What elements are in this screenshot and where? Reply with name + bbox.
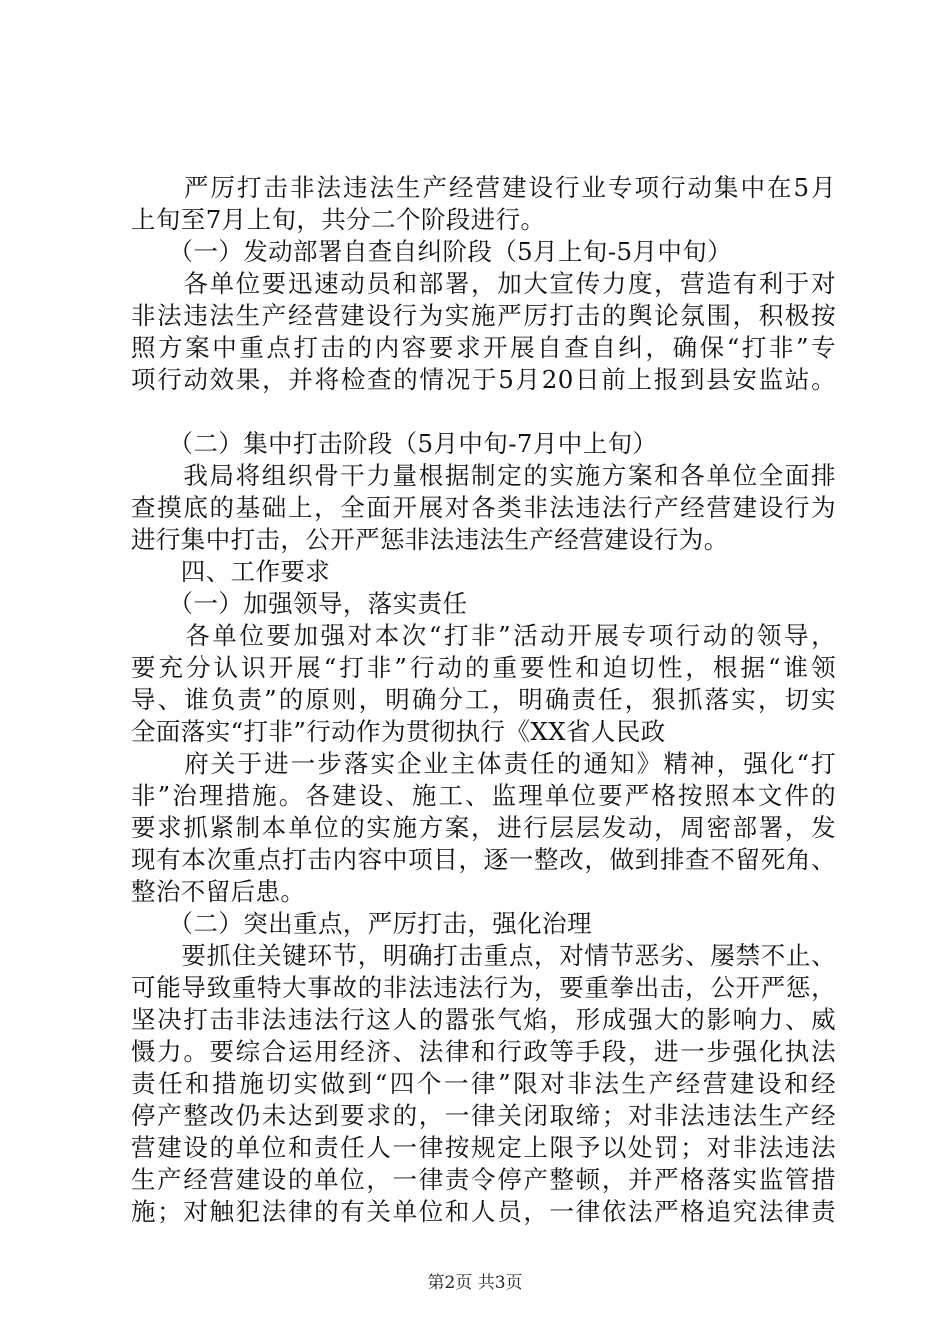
text-line: 查摸底的基础上，全面开展对各类非法违法行产经营建设行为	[131, 493, 836, 522]
text-line: 上旬至7月上旬，共分二个阶段进行。	[131, 205, 546, 234]
text-line: 项行动效果，并将检查的情况于5月20日前上报到县安监站。	[131, 365, 836, 394]
text-line: 各单位要加强对本次“打非”活动开展专项行动的领导，	[131, 621, 836, 650]
text-line: 非”治理措施。各建设、施工、监理单位要严格按照本文件的	[131, 781, 836, 810]
text-line: 要抓住关键环节，明确打击重点，对情节恶劣、屡禁不止、	[131, 941, 836, 970]
text-line: 非法违法生产经营建设行为实施严厉打击的舆论氛围，积极按	[131, 301, 836, 330]
text-line: 坚决打击非法违法行这人的嚣张气焰，形成强大的影响力、威	[131, 1005, 836, 1034]
text-line: 生产经营建设的单位，一律责令停产整顿，并严格落实监管措	[131, 1165, 836, 1194]
text-line: 要求抓紧制本单位的实施方案，进行层层发动，周密部署，发	[131, 813, 836, 842]
text-line: 各单位要迅速动员和部署，加大宣传力度，营造有利于对	[131, 269, 836, 298]
section-heading: （一）加强领导，落实责任	[131, 589, 468, 618]
text-line: 严厉打击非法违法生产经营建设行业专项行动集中在5月	[131, 173, 836, 202]
text-line: 可能导致重特大事故的非法违法行为，要重拳出击，公开严惩，	[131, 973, 836, 1002]
text-line: 导、谁负责”的原则，明确分工，明确责任，狠抓落实，切实	[131, 685, 836, 714]
section-heading: 四、工作要求	[131, 557, 331, 586]
text-line: 照方案中重点打击的内容要求开展自查自纠，确保“打非”专	[131, 333, 836, 362]
text-line: 全面落实“打非”行动作为贯彻执行《XX省人民政	[131, 717, 666, 746]
text-line: 整治不留后患。	[131, 877, 306, 906]
section-heading: （二）突出重点，严厉打击，强化治理	[131, 909, 592, 938]
text-line: 要充分认识开展“打非”行动的重要性和迫切性，根据“谁领	[131, 653, 836, 682]
text-line: 营建设的单位和责任人一律按规定上限予以处罚；对非法违法	[131, 1133, 836, 1162]
text-line: 停产整改仍未达到要求的，一律关闭取缔；对非法违法生产经	[131, 1101, 836, 1130]
section-heading: （一）发动部署自查自纠阶段（5月上旬-5月中旬）	[131, 237, 733, 266]
section-heading: （二）集中打击阶段（5月中旬-7月中上旬）	[131, 429, 658, 458]
text-line: 施；对触犯法律的有关单位和人员，一律依法严格追究法律责	[131, 1197, 836, 1226]
page-number-footer: 第2页 共3页	[427, 1273, 523, 1293]
text-line: 现有本次重点打击内容中项目，逐一整改，做到排查不留死角、	[131, 845, 836, 874]
text-line: 慑力。要综合运用经济、法律和行政等手段，进一步强化执法	[131, 1037, 836, 1066]
text-line: 责任和措施切实做到“四个一律”限对非法生产经营建设和经	[131, 1069, 836, 1098]
text-line: 进行集中打击，公开严惩非法违法生产经营建设行为。	[131, 525, 729, 554]
text-line: 府关于进一步落实企业主体责任的通知》精神，强化“打	[131, 749, 836, 778]
text-line: 我局将组织骨干力量根据制定的实施方案和各单位全面排	[131, 461, 836, 490]
